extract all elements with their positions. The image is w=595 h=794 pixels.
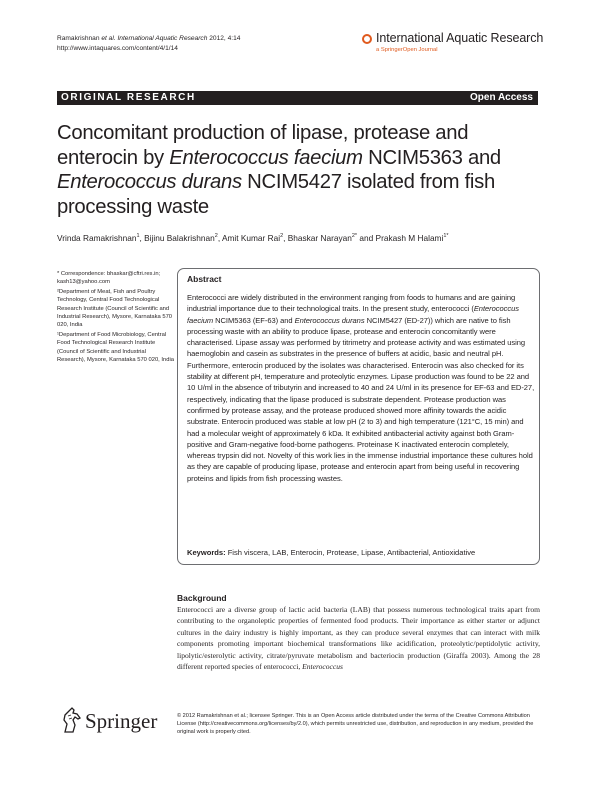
author-affiliation-mark: 2* (351, 233, 358, 240)
background-text (177, 604, 540, 672)
journal-logo (362, 31, 544, 57)
author-affiliation-mark: 1* (443, 233, 449, 240)
keywords-label: Keywords: (187, 548, 226, 557)
title-text-1: Concomitant production of lipase, protease and enterocin by (57, 122, 469, 169)
section-label: ORIGINAL RESEARCH (61, 92, 196, 103)
author-affiliation-mark: 1 (136, 233, 140, 240)
affiliation-1: ¹Department of Food Microbiology, Central Food Technological Research Institute (Council of Scientific and Industrial Research), Mysore, Karnataka 570 020, India (57, 332, 174, 363)
abstract-text-3: NCIM5427 (ED-27)) which are native to fish processing waste with an ability to produce lipase, protease and enterocin concomitantly were characterised. Lipase assay was performed by titrimetry and protease activity and was estimated using haemoglobin and casein as substrates in the presence of buffers at acidic, basic and neutral pH. Furthermore, enterocin produced by the isolates was characterised. Enterocin was also checked for its stability at different pH, temperature and proteolytic enzymes. Lipase production was found to be 22 and 10 U/ml in the absence of tributyrin and increased to 40 and 24 U/ml in its presence for EF-63 and ED-27, respectively, indicating that the lipase produced is substrate dependent. Protease production was confirmed by protease assay, and the protease produced showed more affinity towards the acidic substrate. Enterocin produced was stable at low pH (2 to 3) and high temperature (121°C, 15 min) and had a molecular weight of approximately 6 kDa. It exhibited antibacterial activity against both Gram-positive and Gram-negative food-borne pathogens. Proteinase K inactivated enterocin completely, whereas trypsin did not. Novelty of this work lies in the immense industrial importance these cultures hold as they are capable of producing lipase, protease and enterocin apart from being useful in recovering proteins and lipids from fish processing wastes. (187, 315, 535, 483)
background-heading: Background (177, 593, 227, 603)
author-list (57, 233, 547, 243)
author-separator: , (139, 233, 145, 243)
title-species-1: Enterococcus faecium (169, 146, 363, 169)
journal-subtitle: a SpringerOpen Journal (376, 47, 438, 53)
author-name[interactable]: Bhaskar Narayan (287, 233, 352, 243)
citation-url[interactable]: http://www.intaquares.com/content/4/1/14 (57, 44, 178, 52)
affiliation-2: ²Department of Meat, Fish and Poultry Technology, Central Food Technological Research Institute (Council of Scientific and Industrial Research), Mysore, Karnataka 570 020, India (57, 289, 173, 329)
article-citation (57, 34, 240, 53)
journal-name: International Aquatic Research (376, 31, 544, 45)
springer-wordmark: Springer (85, 709, 158, 733)
citation-authors: Ramakrishnan (57, 35, 102, 42)
springer-open-ring-icon (362, 34, 372, 44)
abstract-species-1: Enterococcus faecium (187, 304, 519, 325)
citation-year-volume: 2012, 4:14 (207, 35, 241, 42)
citation-journal: . International Aquatic Research (113, 35, 208, 42)
keywords (187, 548, 535, 557)
abstract-heading: Abstract (187, 274, 222, 284)
abstract-text (187, 292, 535, 484)
title-text-2: NCIM5363 and (362, 146, 501, 169)
open-access-label: Open Access (470, 92, 533, 103)
correspondence-note: * Correspondence: bhaskar@cftri.res.in; kash13@yahoo.com (57, 271, 161, 286)
springer-horse-icon (59, 706, 83, 734)
background-paragraph: Enterococci are a diverse group of lactic acid bacteria (LAB) that possess numerous technological traits apart from contributing to the organoleptic properties of fermented food products. Their importance as either starter or adjunct cultures in the dairy industry is highly important, as they can produce several enzymes that can interact with milk components promoting important biochemical transformations like acidification, proteolytic/peptidolytic activity, lipolytic/esterolytic activity, citrate/pyruvate metabolism and bacteriocin production (Giraffa 2003). Among the 28 different reported species of enterococci, (177, 605, 540, 672)
copyright-notice: © 2012 Ramakrishnan et al.; licensee Springer. This is an Open Access article distributed under the terms of the Creative Commons Attribution License (http://creativecommons.org/licenses/by/2.0), which permits unrestricted use, distribution, and reproduction in any medium, provided the original work is properly cited. (177, 713, 534, 735)
title-text-3: NCIM5427 isolated from fish processing waste (57, 171, 495, 218)
author-name[interactable]: Bijinu Balakrishnan (144, 233, 215, 243)
author-name[interactable]: Amit Kumar Rai (221, 233, 281, 243)
abstract-text-1: Enterococci are widely distributed in the environment ranging from foods to humans and are gaining industrial importance due to their technological traits. In the present study, enterococci ( (187, 293, 516, 314)
author-separator: , (217, 233, 222, 243)
springer-logo (57, 704, 177, 738)
article-type-banner (57, 91, 538, 105)
background-italic-term: Enterococcus (302, 662, 343, 672)
affiliation-footnotes (57, 270, 175, 366)
author-name[interactable]: Vrinda Ramakrishnan (57, 233, 137, 243)
author-separator: and (357, 233, 376, 243)
keywords-list: Fish viscera, LAB, Enterocin, Protease, Lipase, Antibacterial, Antioxidative (225, 548, 476, 557)
article-title (57, 121, 547, 219)
citation-etal: et al (101, 35, 114, 42)
author-separator: , (283, 233, 288, 243)
title-species-2: Enterococcus durans (57, 171, 242, 193)
author-affiliation-mark: 2 (214, 233, 218, 240)
author-name[interactable]: Prakash M Halami (375, 233, 444, 243)
author-affiliation-mark: 2 (280, 233, 284, 240)
abstract-text-2: NCIM5363 (EF-63) and (213, 315, 295, 325)
abstract-species-2: Enterococcus durans (294, 315, 365, 325)
